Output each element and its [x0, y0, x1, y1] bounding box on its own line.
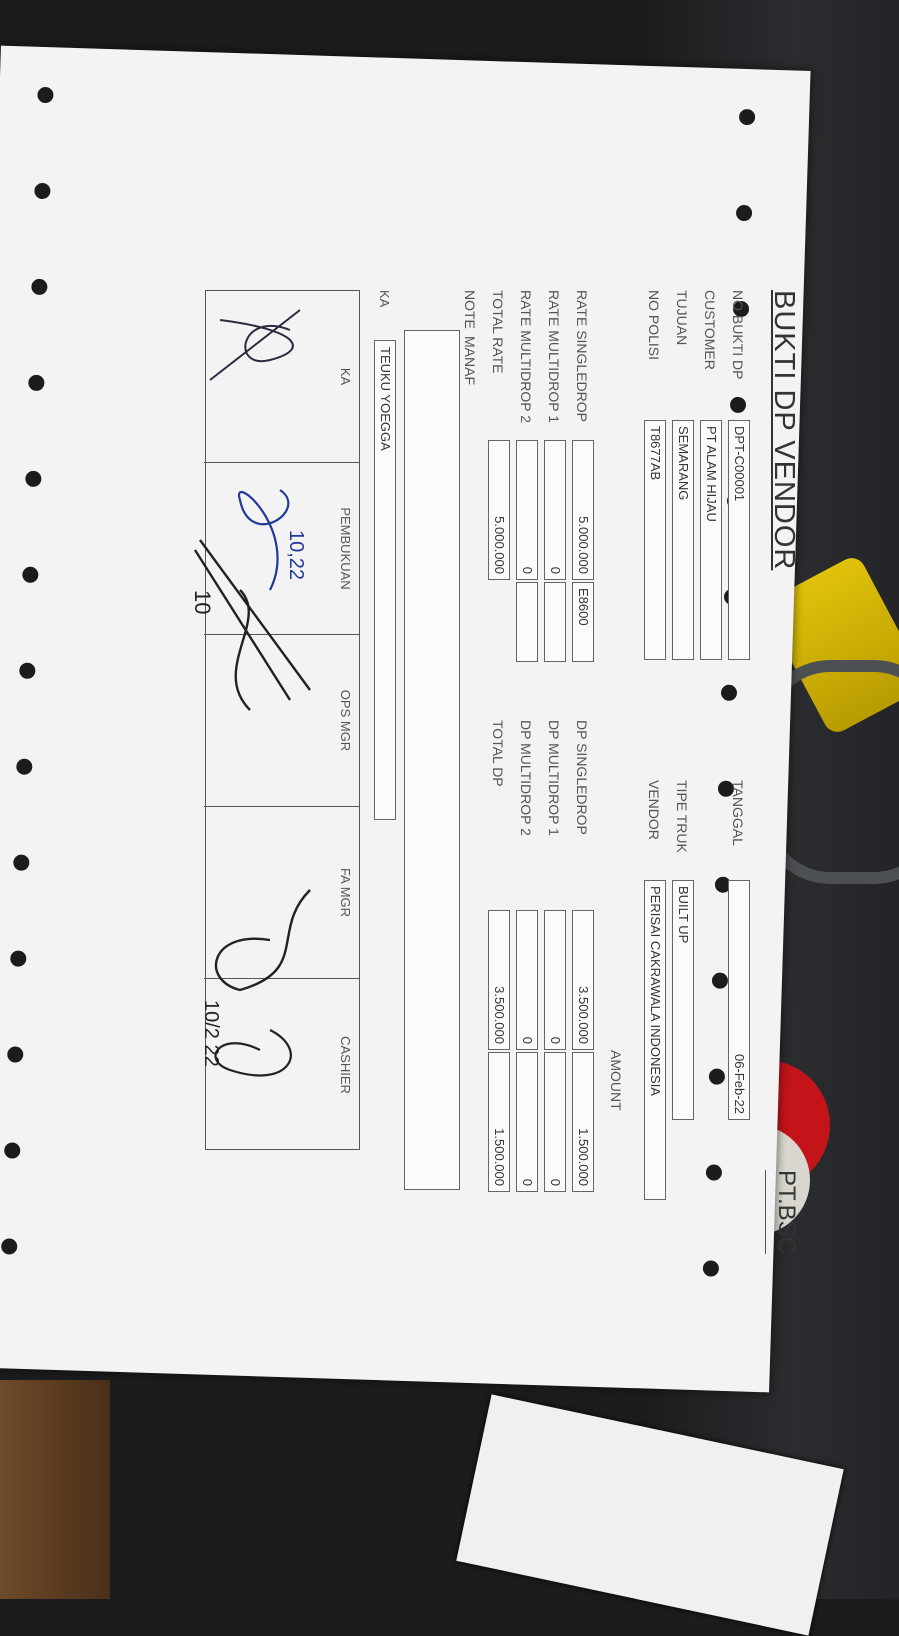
handwritten-date-1: 10,22: [285, 530, 307, 581]
vendor-value: PERISAI CAKRAWALA INDONESIA: [644, 880, 666, 1200]
tractor-hole: [13, 854, 29, 870]
no-polisi-label: NO POLISI: [646, 290, 662, 361]
total-dp-value: 3.500.000: [488, 910, 510, 1050]
rate-multidrop1-extra: [544, 582, 566, 662]
rate-multidrop1-label: RATE MULTIDROP 1: [546, 290, 562, 424]
rate-singledrop-value: 5.000.000: [572, 440, 594, 580]
handwritten-signatures: [190, 290, 330, 1150]
tipe-truk-value: BUILT UP: [672, 880, 694, 1120]
tujuan-value: SEMARANG: [672, 420, 694, 660]
tractor-hole: [739, 109, 755, 125]
no-bukti-value: DPT-C00001: [728, 420, 750, 660]
tractor-hole: [22, 567, 38, 583]
dp-multidrop2-label: DP MULTIDROP 2: [518, 720, 534, 836]
note-label: NOTE: [462, 290, 478, 329]
handwritten-date-2: 10: [190, 590, 215, 615]
ka-name: TEUKU YOEGGA: [374, 340, 396, 820]
customer-label: CUSTOMER: [702, 290, 718, 370]
tractor-hole: [4, 1142, 20, 1158]
company-name: PT.BSC: [765, 1170, 800, 1254]
dp-multidrop2-value: 0: [516, 910, 538, 1050]
note-value: MANAF: [462, 336, 478, 385]
tractor-hole: [28, 375, 44, 391]
rate-code-value: E8600: [572, 582, 594, 662]
tractor-hole: [10, 950, 26, 966]
no-polisi-value: T8677AB: [644, 420, 666, 660]
dp-singledrop-value: 3.500.000: [572, 910, 594, 1050]
tractor-hole: [37, 87, 53, 103]
total-dp-amount: 1.500.000: [488, 1052, 510, 1192]
tractor-hole: [736, 205, 752, 221]
rate-multidrop2-extra: [516, 582, 538, 662]
sign-header-ops-mgr: OPS MGR: [338, 689, 353, 752]
dp-multidrop1-label: DP MULTIDROP 1: [546, 720, 562, 836]
rate-singledrop-label: RATE SINGLEDROP: [574, 290, 590, 422]
rate-multidrop1-value: 0: [544, 440, 566, 580]
sign-header-fa-mgr: FA MGR: [338, 867, 353, 918]
tanggal-label: TANGGAL: [730, 780, 746, 846]
tipe-truk-label: TIPE TRUK: [674, 780, 690, 853]
rate-multidrop2-value: 0: [516, 440, 538, 580]
sign-header-pembukuan: PEMBUKUAN: [338, 507, 353, 590]
no-bukti-label: NO BUKTI DP: [730, 290, 746, 380]
tujuan-label: TUJUAN: [674, 290, 690, 346]
dp-singledrop-amount: 1.500.000: [572, 1052, 594, 1192]
dp-multidrop1-value: 0: [544, 910, 566, 1050]
tractor-hole: [16, 758, 32, 774]
total-dp-label: TOTAL DP: [490, 720, 506, 787]
dp-vendor-form: [100, 290, 800, 1390]
dp-multidrop2-amount: 0: [516, 1052, 538, 1192]
sign-header-cashier: CASHIER: [338, 1036, 353, 1094]
tanggal-value: 06-Feb-22: [728, 880, 750, 1120]
dp-singledrop-label: DP SINGLEDROP: [574, 720, 590, 835]
tractor-hole: [19, 662, 35, 678]
total-rate-label: TOTAL RATE: [490, 290, 506, 374]
total-rate-value: 5.000.000: [488, 440, 510, 580]
ka-label: KA: [377, 290, 392, 308]
customer-value: PT ALAM HIJAU: [700, 420, 722, 660]
dp-multidrop1-amount: 0: [544, 1052, 566, 1192]
vendor-label: VENDOR: [646, 780, 662, 840]
tractor-hole: [7, 1046, 23, 1062]
form-title: BUKTI DP VENDOR: [768, 290, 800, 571]
tractor-hole: [1, 1238, 17, 1254]
rate-multidrop2-label: RATE MULTIDROP 2: [518, 290, 534, 424]
tractor-hole: [25, 471, 41, 487]
tractor-hole: [31, 279, 47, 295]
handwritten-date-3: 10/2 22: [200, 1000, 222, 1067]
wooden-edge: [0, 1380, 110, 1599]
amount-label: AMOUNT: [608, 1050, 624, 1111]
tractor-hole: [34, 183, 50, 199]
sign-header-ka: KA: [338, 367, 353, 386]
note-box: [404, 330, 460, 1190]
